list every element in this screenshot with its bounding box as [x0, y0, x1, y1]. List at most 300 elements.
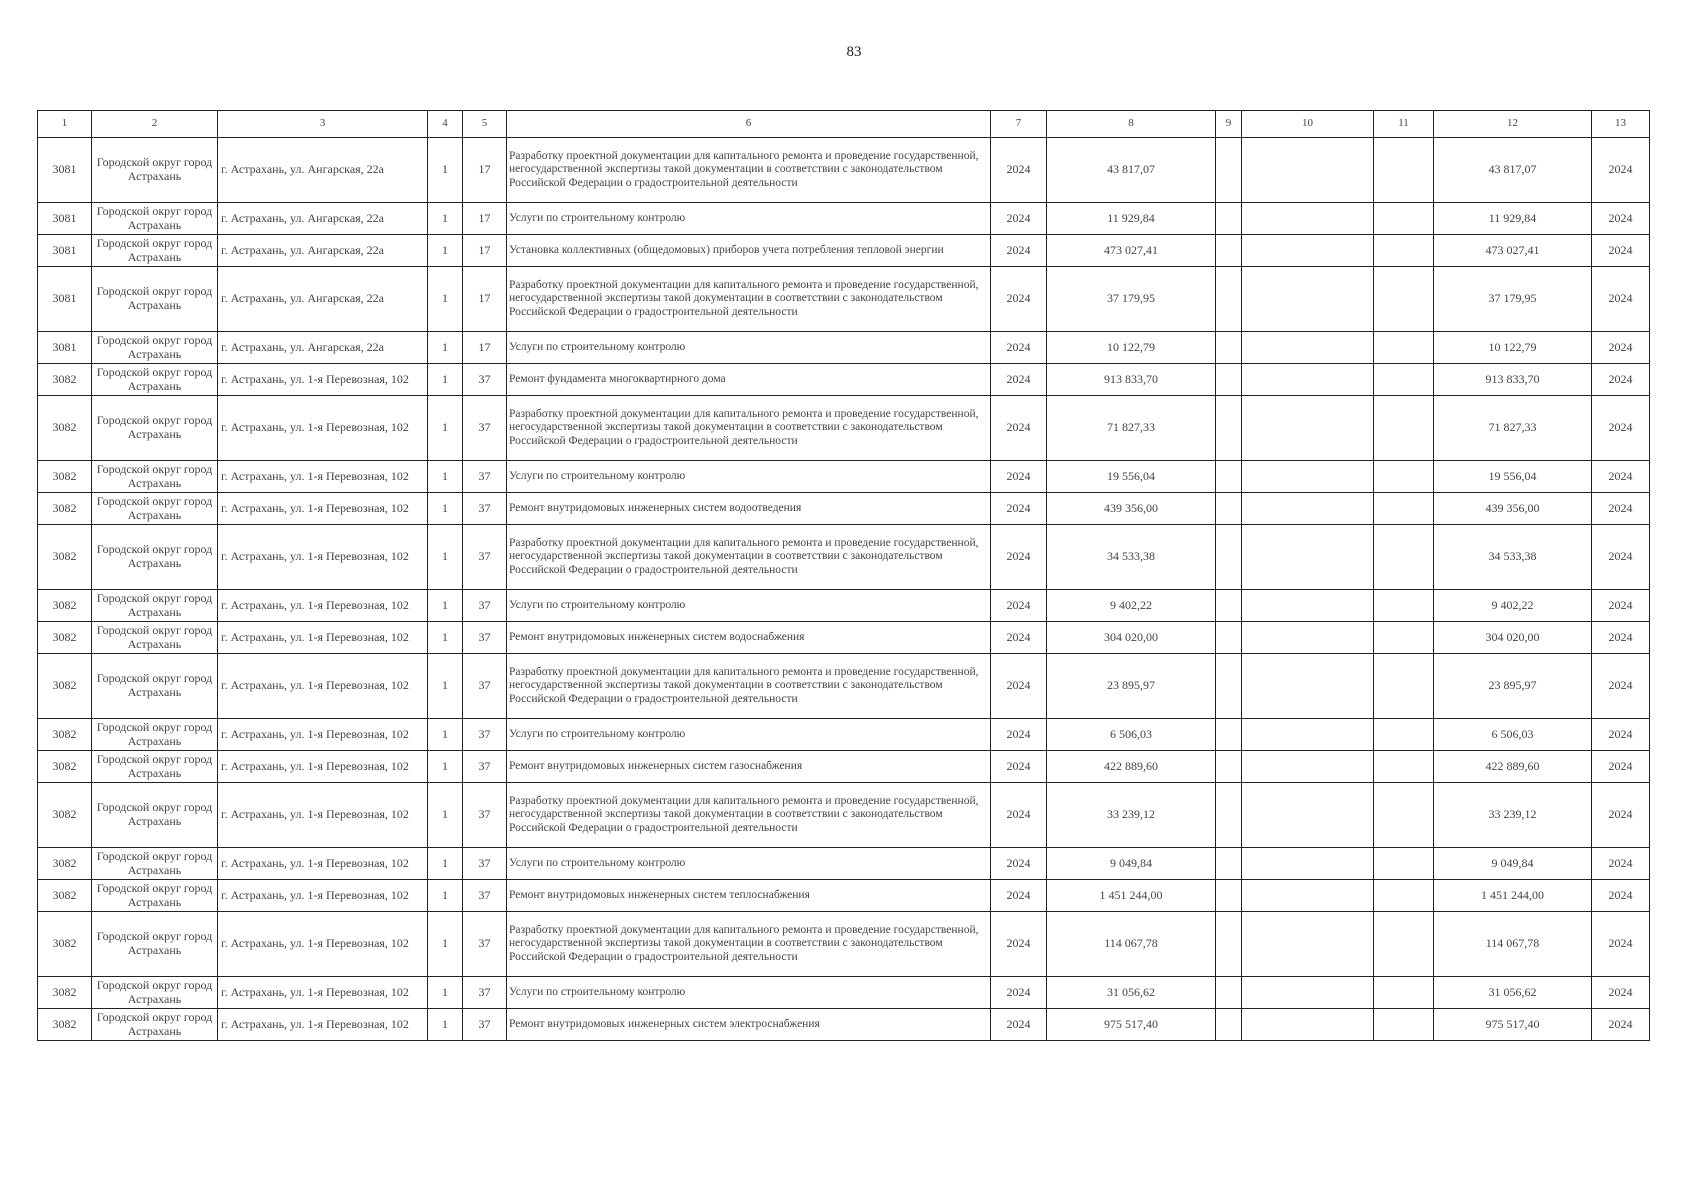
col10-cell	[1242, 751, 1374, 783]
completion-year-cell: 2024	[1592, 525, 1650, 590]
table-row	[38, 364, 1650, 396]
work-type-cell: Разработку проектной документации для капитального ремонта и проведение государственной, негосударственной экспертизы такой документации в соответствии с законодательством Российской Федерации о градостроительной деятельности	[507, 267, 991, 332]
col4-cell: 1	[428, 396, 463, 461]
amount-cell: 304 020,00	[1047, 622, 1216, 654]
col9-cell	[1216, 590, 1242, 622]
year-cell: 2024	[991, 880, 1047, 912]
col9-cell	[1216, 525, 1242, 590]
amount-cell: 43 817,07	[1047, 138, 1216, 203]
completion-year-cell: 2024	[1592, 880, 1650, 912]
year-cell: 2024	[991, 267, 1047, 332]
work-type-cell: Разработку проектной документации для капитального ремонта и проведение государственной, негосударственной экспертизы такой документации в соответствии с законодательством Российской Федерации о градостроительной деятельности	[507, 525, 991, 590]
work-type-cell: Разработку проектной документации для капитального ремонта и проведение государственной, негосударственной экспертизы такой документации в соответствии с законодательством Российской Федерации о градостроительной деятельности	[507, 783, 991, 848]
column-header: 10	[1242, 111, 1374, 138]
col11-cell	[1374, 203, 1434, 235]
amount-cell: 6 506,03	[1047, 719, 1216, 751]
address-cell: г. Астрахань, ул. 1-я Перевозная, 102	[218, 590, 428, 622]
amount-cell: 34 533,38	[1047, 525, 1216, 590]
row-number-cell: 3082	[38, 654, 92, 719]
total-amount-cell: 33 239,12	[1434, 783, 1592, 848]
col10-cell	[1242, 912, 1374, 977]
col5-cell: 37	[463, 848, 507, 880]
work-type-cell: Ремонт внутридомовых инженерных систем газоснабжения	[507, 751, 991, 783]
address-cell: г. Астрахань, ул. Ангарская, 22а	[218, 138, 428, 203]
col9-cell	[1216, 977, 1242, 1009]
col10-cell	[1242, 977, 1374, 1009]
completion-year-cell: 2024	[1592, 332, 1650, 364]
col4-cell: 1	[428, 783, 463, 848]
completion-year-cell: 2024	[1592, 396, 1650, 461]
table-row	[38, 751, 1650, 783]
col4-cell: 1	[428, 912, 463, 977]
year-cell: 2024	[991, 977, 1047, 1009]
year-cell: 2024	[991, 493, 1047, 525]
year-cell: 2024	[991, 783, 1047, 848]
completion-year-cell: 2024	[1592, 138, 1650, 203]
col5-cell: 17	[463, 235, 507, 267]
col9-cell	[1216, 138, 1242, 203]
col11-cell	[1374, 912, 1434, 977]
col5-cell: 37	[463, 654, 507, 719]
address-cell: г. Астрахань, ул. 1-я Перевозная, 102	[218, 525, 428, 590]
work-type-cell: Услуги по строительному контролю	[507, 203, 991, 235]
total-amount-cell: 10 122,79	[1434, 332, 1592, 364]
total-amount-cell: 439 356,00	[1434, 493, 1592, 525]
col4-cell: 1	[428, 880, 463, 912]
table-row	[38, 783, 1650, 848]
col5-cell: 37	[463, 719, 507, 751]
amount-cell: 473 027,41	[1047, 235, 1216, 267]
col5-cell: 37	[463, 751, 507, 783]
col5-cell: 37	[463, 525, 507, 590]
col10-cell	[1242, 493, 1374, 525]
total-amount-cell: 114 067,78	[1434, 912, 1592, 977]
amount-cell: 10 122,79	[1047, 332, 1216, 364]
year-cell: 2024	[991, 396, 1047, 461]
completion-year-cell: 2024	[1592, 751, 1650, 783]
municipality-cell: Городской округ город Астрахань	[92, 493, 218, 525]
year-cell: 2024	[991, 235, 1047, 267]
column-header: 8	[1047, 111, 1216, 138]
col9-cell	[1216, 912, 1242, 977]
completion-year-cell: 2024	[1592, 848, 1650, 880]
table-row	[38, 977, 1650, 1009]
col10-cell	[1242, 654, 1374, 719]
row-number-cell: 3082	[38, 622, 92, 654]
year-cell: 2024	[991, 1009, 1047, 1041]
completion-year-cell: 2024	[1592, 1009, 1650, 1041]
column-header: 11	[1374, 111, 1434, 138]
amount-cell: 1 451 244,00	[1047, 880, 1216, 912]
col11-cell	[1374, 332, 1434, 364]
col11-cell	[1374, 235, 1434, 267]
municipality-cell: Городской округ город Астрахань	[92, 622, 218, 654]
work-type-cell: Ремонт внутридомовых инженерных систем водоснабжения	[507, 622, 991, 654]
amount-cell: 71 827,33	[1047, 396, 1216, 461]
col5-cell: 37	[463, 493, 507, 525]
amount-cell: 33 239,12	[1047, 783, 1216, 848]
col11-cell	[1374, 654, 1434, 719]
col4-cell: 1	[428, 493, 463, 525]
col9-cell	[1216, 235, 1242, 267]
address-cell: г. Астрахань, ул. Ангарская, 22а	[218, 235, 428, 267]
col10-cell	[1242, 783, 1374, 848]
col9-cell	[1216, 461, 1242, 493]
col11-cell	[1374, 493, 1434, 525]
col10-cell	[1242, 590, 1374, 622]
col9-cell	[1216, 783, 1242, 848]
amount-cell: 439 356,00	[1047, 493, 1216, 525]
col4-cell: 1	[428, 751, 463, 783]
table-row	[38, 235, 1650, 267]
table-row	[38, 719, 1650, 751]
col5-cell: 37	[463, 590, 507, 622]
col4-cell: 1	[428, 590, 463, 622]
municipality-cell: Городской округ город Астрахань	[92, 461, 218, 493]
col11-cell	[1374, 396, 1434, 461]
column-header: 7	[991, 111, 1047, 138]
table-row	[38, 654, 1650, 719]
work-type-cell: Ремонт внутридомовых инженерных систем водоотведения	[507, 493, 991, 525]
column-header: 13	[1592, 111, 1650, 138]
col5-cell: 37	[463, 783, 507, 848]
col11-cell	[1374, 1009, 1434, 1041]
completion-year-cell: 2024	[1592, 783, 1650, 848]
table-row	[38, 1009, 1650, 1041]
works-table	[37, 110, 1650, 1041]
work-type-cell: Услуги по строительному контролю	[507, 590, 991, 622]
column-header: 9	[1216, 111, 1242, 138]
municipality-cell: Городской округ город Астрахань	[92, 751, 218, 783]
row-number-cell: 3082	[38, 848, 92, 880]
col11-cell	[1374, 590, 1434, 622]
work-type-cell: Услуги по строительному контролю	[507, 719, 991, 751]
col11-cell	[1374, 880, 1434, 912]
col5-cell: 17	[463, 332, 507, 364]
column-header: 5	[463, 111, 507, 138]
address-cell: г. Астрахань, ул. 1-я Перевозная, 102	[218, 912, 428, 977]
completion-year-cell: 2024	[1592, 267, 1650, 332]
amount-cell: 23 895,97	[1047, 654, 1216, 719]
col9-cell	[1216, 203, 1242, 235]
municipality-cell: Городской округ город Астрахань	[92, 364, 218, 396]
municipality-cell: Городской округ город Астрахань	[92, 138, 218, 203]
amount-cell: 9 402,22	[1047, 590, 1216, 622]
row-number-cell: 3082	[38, 396, 92, 461]
table-row	[38, 912, 1650, 977]
total-amount-cell: 913 833,70	[1434, 364, 1592, 396]
year-cell: 2024	[991, 138, 1047, 203]
col5-cell: 37	[463, 977, 507, 1009]
municipality-cell: Городской округ город Астрахань	[92, 719, 218, 751]
municipality-cell: Городской округ город Астрахань	[92, 1009, 218, 1041]
work-type-cell: Разработку проектной документации для капитального ремонта и проведение государственной, негосударственной экспертизы такой документации в соответствии с законодательством Российской Федерации о градостроительной деятельности	[507, 912, 991, 977]
column-header: 1	[38, 111, 92, 138]
address-cell: г. Астрахань, ул. 1-я Перевозная, 102	[218, 848, 428, 880]
row-number-cell: 3081	[38, 203, 92, 235]
col11-cell	[1374, 977, 1434, 1009]
row-number-cell: 3082	[38, 751, 92, 783]
row-number-cell: 3082	[38, 783, 92, 848]
col10-cell	[1242, 332, 1374, 364]
col5-cell: 37	[463, 1009, 507, 1041]
amount-cell: 422 889,60	[1047, 751, 1216, 783]
total-amount-cell: 31 056,62	[1434, 977, 1592, 1009]
amount-cell: 37 179,95	[1047, 267, 1216, 332]
amount-cell: 31 056,62	[1047, 977, 1216, 1009]
col4-cell: 1	[428, 461, 463, 493]
row-number-cell: 3082	[38, 880, 92, 912]
municipality-cell: Городской округ город Астрахань	[92, 912, 218, 977]
address-cell: г. Астрахань, ул. 1-я Перевозная, 102	[218, 461, 428, 493]
col9-cell	[1216, 751, 1242, 783]
completion-year-cell: 2024	[1592, 977, 1650, 1009]
total-amount-cell: 6 506,03	[1434, 719, 1592, 751]
row-number-cell: 3082	[38, 590, 92, 622]
work-type-cell: Услуги по строительному контролю	[507, 461, 991, 493]
address-cell: г. Астрахань, ул. 1-я Перевозная, 102	[218, 622, 428, 654]
amount-cell: 975 517,40	[1047, 1009, 1216, 1041]
col5-cell: 37	[463, 622, 507, 654]
col11-cell	[1374, 783, 1434, 848]
address-cell: г. Астрахань, ул. 1-я Перевозная, 102	[218, 396, 428, 461]
total-amount-cell: 43 817,07	[1434, 138, 1592, 203]
col9-cell	[1216, 654, 1242, 719]
col10-cell	[1242, 396, 1374, 461]
year-cell: 2024	[991, 461, 1047, 493]
col4-cell: 1	[428, 622, 463, 654]
col5-cell: 17	[463, 267, 507, 332]
total-amount-cell: 11 929,84	[1434, 203, 1592, 235]
col11-cell	[1374, 138, 1434, 203]
col5-cell: 37	[463, 461, 507, 493]
row-number-cell: 3082	[38, 719, 92, 751]
col9-cell	[1216, 622, 1242, 654]
col10-cell	[1242, 235, 1374, 267]
col11-cell	[1374, 525, 1434, 590]
municipality-cell: Городской округ город Астрахань	[92, 590, 218, 622]
address-cell: г. Астрахань, ул. 1-я Перевозная, 102	[218, 977, 428, 1009]
col11-cell	[1374, 848, 1434, 880]
municipality-cell: Городской округ город Астрахань	[92, 783, 218, 848]
total-amount-cell: 9 402,22	[1434, 590, 1592, 622]
total-amount-cell: 1 451 244,00	[1434, 880, 1592, 912]
col9-cell	[1216, 332, 1242, 364]
year-cell: 2024	[991, 332, 1047, 364]
col9-cell	[1216, 493, 1242, 525]
completion-year-cell: 2024	[1592, 364, 1650, 396]
page-number: 83	[846, 44, 862, 60]
column-header: 3	[218, 111, 428, 138]
amount-cell: 11 929,84	[1047, 203, 1216, 235]
municipality-cell: Городской округ город Астрахань	[92, 848, 218, 880]
col11-cell	[1374, 719, 1434, 751]
table-row	[38, 396, 1650, 461]
row-number-cell: 3082	[38, 977, 92, 1009]
col10-cell	[1242, 525, 1374, 590]
col10-cell	[1242, 880, 1374, 912]
table-row	[38, 525, 1650, 590]
municipality-cell: Городской округ город Астрахань	[92, 654, 218, 719]
row-number-cell: 3081	[38, 267, 92, 332]
col4-cell: 1	[428, 848, 463, 880]
row-number-cell: 3081	[38, 138, 92, 203]
total-amount-cell: 304 020,00	[1434, 622, 1592, 654]
col11-cell	[1374, 364, 1434, 396]
table-row	[38, 493, 1650, 525]
col11-cell	[1374, 751, 1434, 783]
col10-cell	[1242, 848, 1374, 880]
col4-cell: 1	[428, 235, 463, 267]
table-row	[38, 203, 1650, 235]
header-row	[38, 111, 1650, 138]
address-cell: г. Астрахань, ул. Ангарская, 22а	[218, 332, 428, 364]
year-cell: 2024	[991, 848, 1047, 880]
table-row	[38, 848, 1650, 880]
municipality-cell: Городской округ город Астрахань	[92, 880, 218, 912]
completion-year-cell: 2024	[1592, 719, 1650, 751]
year-cell: 2024	[991, 203, 1047, 235]
row-number-cell: 3082	[38, 364, 92, 396]
address-cell: г. Астрахань, ул. 1-я Перевозная, 102	[218, 654, 428, 719]
table-row	[38, 590, 1650, 622]
table-row	[38, 461, 1650, 493]
table-row	[38, 880, 1650, 912]
amount-cell: 9 049,84	[1047, 848, 1216, 880]
col4-cell: 1	[428, 654, 463, 719]
work-type-cell: Услуги по строительному контролю	[507, 332, 991, 364]
col4-cell: 1	[428, 1009, 463, 1041]
year-cell: 2024	[991, 751, 1047, 783]
col9-cell	[1216, 880, 1242, 912]
table-row	[38, 138, 1650, 203]
year-cell: 2024	[991, 622, 1047, 654]
completion-year-cell: 2024	[1592, 493, 1650, 525]
municipality-cell: Городской округ город Астрахань	[92, 396, 218, 461]
total-amount-cell: 23 895,97	[1434, 654, 1592, 719]
work-type-cell: Разработку проектной документации для капитального ремонта и проведение государственной, негосударственной экспертизы такой документации в соответствии с законодательством Российской Федерации о градостроительной деятельности	[507, 654, 991, 719]
col10-cell	[1242, 364, 1374, 396]
completion-year-cell: 2024	[1592, 622, 1650, 654]
col4-cell: 1	[428, 364, 463, 396]
amount-cell: 19 556,04	[1047, 461, 1216, 493]
total-amount-cell: 19 556,04	[1434, 461, 1592, 493]
year-cell: 2024	[991, 590, 1047, 622]
completion-year-cell: 2024	[1592, 912, 1650, 977]
work-type-cell: Ремонт внутридомовых инженерных систем теплоснабжения	[507, 880, 991, 912]
table-row	[38, 622, 1650, 654]
col9-cell	[1216, 1009, 1242, 1041]
col4-cell: 1	[428, 719, 463, 751]
completion-year-cell: 2024	[1592, 590, 1650, 622]
col10-cell	[1242, 203, 1374, 235]
municipality-cell: Городской округ город Астрахань	[92, 235, 218, 267]
col9-cell	[1216, 396, 1242, 461]
total-amount-cell: 71 827,33	[1434, 396, 1592, 461]
address-cell: г. Астрахань, ул. Ангарская, 22а	[218, 267, 428, 332]
column-header: 4	[428, 111, 463, 138]
municipality-cell: Городской округ город Астрахань	[92, 525, 218, 590]
col5-cell: 37	[463, 880, 507, 912]
address-cell: г. Астрахань, ул. 1-я Перевозная, 102	[218, 364, 428, 396]
total-amount-cell: 422 889,60	[1434, 751, 1592, 783]
col9-cell	[1216, 848, 1242, 880]
municipality-cell: Городской округ город Астрахань	[92, 977, 218, 1009]
col5-cell: 17	[463, 138, 507, 203]
col11-cell	[1374, 622, 1434, 654]
row-number-cell: 3082	[38, 1009, 92, 1041]
address-cell: г. Астрахань, ул. 1-я Перевозная, 102	[218, 719, 428, 751]
year-cell: 2024	[991, 912, 1047, 977]
row-number-cell: 3082	[38, 912, 92, 977]
col4-cell: 1	[428, 138, 463, 203]
total-amount-cell: 9 049,84	[1434, 848, 1592, 880]
col5-cell: 37	[463, 396, 507, 461]
col10-cell	[1242, 461, 1374, 493]
column-header: 12	[1434, 111, 1592, 138]
total-amount-cell: 34 533,38	[1434, 525, 1592, 590]
col9-cell	[1216, 364, 1242, 396]
column-header: 6	[507, 111, 991, 138]
address-cell: г. Астрахань, ул. 1-я Перевозная, 102	[218, 783, 428, 848]
col10-cell	[1242, 1009, 1374, 1041]
completion-year-cell: 2024	[1592, 654, 1650, 719]
year-cell: 2024	[991, 719, 1047, 751]
work-type-cell: Услуги по строительному контролю	[507, 848, 991, 880]
address-cell: г. Астрахань, ул. 1-я Перевозная, 102	[218, 880, 428, 912]
total-amount-cell: 975 517,40	[1434, 1009, 1592, 1041]
row-number-cell: 3081	[38, 235, 92, 267]
col11-cell	[1374, 461, 1434, 493]
table-body	[38, 138, 1650, 1041]
col5-cell: 37	[463, 912, 507, 977]
work-type-cell: Услуги по строительному контролю	[507, 977, 991, 1009]
completion-year-cell: 2024	[1592, 203, 1650, 235]
work-type-cell: Ремонт фундамента многоквартирного дома	[507, 364, 991, 396]
work-type-cell: Установка коллективных (общедомовых) приборов учета потребления тепловой энергии	[507, 235, 991, 267]
completion-year-cell: 2024	[1592, 235, 1650, 267]
col10-cell	[1242, 622, 1374, 654]
work-type-cell: Разработку проектной документации для капитального ремонта и проведение государственной, негосударственной экспертизы такой документации в соответствии с законодательством Российской Федерации о градостроительной деятельности	[507, 396, 991, 461]
col10-cell	[1242, 267, 1374, 332]
col4-cell: 1	[428, 525, 463, 590]
municipality-cell: Городской округ город Астрахань	[92, 332, 218, 364]
work-type-cell: Ремонт внутридомовых инженерных систем электроснабжения	[507, 1009, 991, 1041]
row-number-cell: 3082	[38, 493, 92, 525]
completion-year-cell: 2024	[1592, 461, 1650, 493]
amount-cell: 114 067,78	[1047, 912, 1216, 977]
col11-cell	[1374, 267, 1434, 332]
total-amount-cell: 473 027,41	[1434, 235, 1592, 267]
municipality-cell: Городской округ город Астрахань	[92, 203, 218, 235]
row-number-cell: 3082	[38, 525, 92, 590]
municipality-cell: Городской округ город Астрахань	[92, 267, 218, 332]
year-cell: 2024	[991, 525, 1047, 590]
address-cell: г. Астрахань, ул. 1-я Перевозная, 102	[218, 1009, 428, 1041]
row-number-cell: 3082	[38, 461, 92, 493]
col4-cell: 1	[428, 267, 463, 332]
total-amount-cell: 37 179,95	[1434, 267, 1592, 332]
col9-cell	[1216, 267, 1242, 332]
column-header: 2	[92, 111, 218, 138]
col4-cell: 1	[428, 332, 463, 364]
col4-cell: 1	[428, 977, 463, 1009]
col10-cell	[1242, 138, 1374, 203]
col4-cell: 1	[428, 203, 463, 235]
col9-cell	[1216, 719, 1242, 751]
year-cell: 2024	[991, 654, 1047, 719]
row-number-cell: 3081	[38, 332, 92, 364]
